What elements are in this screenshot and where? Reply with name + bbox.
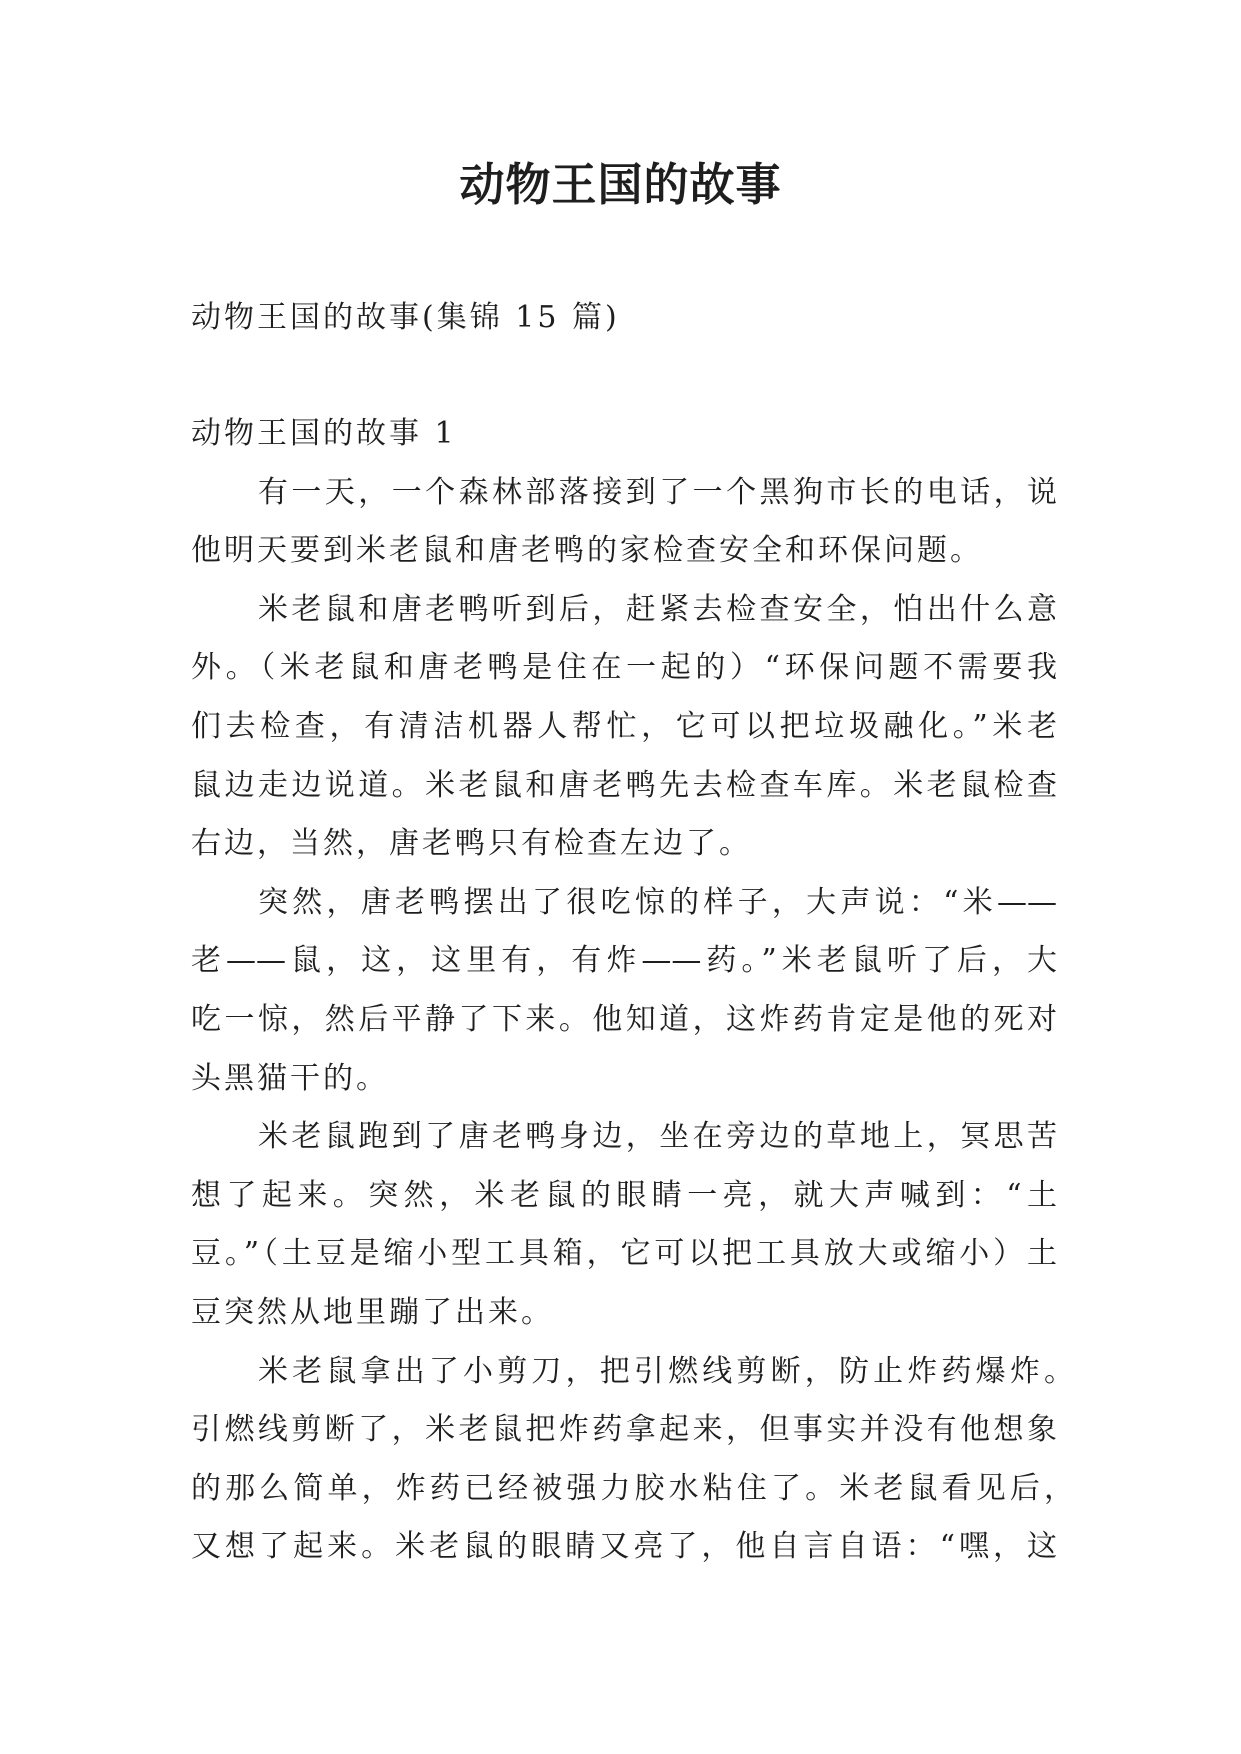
document-title: 动物王国的故事 <box>459 158 782 211</box>
paragraph <box>191 581 1091 874</box>
text-line: 有一天，一个森林部落接到了一个黑狗市长的电话，说 <box>258 474 1057 510</box>
paragraph <box>191 874 1091 1108</box>
paragraph <box>191 1108 1091 1342</box>
text-line: 吃一惊，然后平静了下来。他知道，这炸药肯定是他的死对 <box>191 1001 1057 1037</box>
text-line: 老——鼠，这，这里有，有炸——药。”米老鼠听了后，大 <box>191 943 1057 979</box>
text-line: 豆突然从地里蹦了出来。 <box>191 1294 554 1330</box>
text-line: 米老鼠跑到了唐老鸭身边，坐在旁边的草地上，冥思苦 <box>258 1119 1057 1155</box>
text-line: 米老鼠和唐老鸭听到后，赶紧去检查安全，怕出什么意 <box>258 591 1057 627</box>
text-line: 想了起来。突然，米老鼠的眼睛一亮，就大声喊到：“土 <box>191 1177 1057 1213</box>
text-line: 他明天要到米老鼠和唐老鸭的家检查安全和环保问题。 <box>191 533 983 569</box>
paragraph <box>191 1343 1091 1577</box>
text-line: 外。（米老鼠和唐老鸭是住在一起的）“环保问题不需要我 <box>191 650 1057 686</box>
text-line: 的那么简单，炸药已经被强力胶水粘住了。米老鼠看见后， <box>191 1470 1074 1506</box>
text-line: 米老鼠拿出了小剪刀，把引燃线剪断，防止炸药爆炸。 <box>258 1353 1074 1389</box>
text-line: 引燃线剪断了，米老鼠把炸药拿起来，但事实并没有他想象 <box>191 1412 1057 1448</box>
collection-subtitle: 动物王国的故事(集锦 15 篇) <box>191 300 620 335</box>
text-line: 又想了起来。米老鼠的眼睛又亮了，他自言自语：“嘿，这 <box>191 1529 1057 1565</box>
text-line: 突然，唐老鸭摆出了很吃惊的样子，大声说：“米—— <box>258 884 1057 920</box>
section-heading: 动物王国的故事 1 <box>191 416 457 451</box>
text-line: 头黑猫干的。 <box>191 1060 389 1096</box>
text-line: 豆。”（土豆是缩小型工具箱，它可以把工具放大或缩小）土 <box>191 1236 1057 1272</box>
text-line: 们去检查，有清洁机器人帮忙，它可以把垃圾融化。”米老 <box>191 708 1057 744</box>
document-body <box>191 405 1091 1577</box>
paragraph <box>191 464 1091 581</box>
text-line: 鼠边走边说道。米老鼠和唐老鸭先去检查车库。米老鼠检查 <box>191 767 1057 803</box>
text-line: 右边，当然，唐老鸭只有检查左边了。 <box>191 826 752 862</box>
